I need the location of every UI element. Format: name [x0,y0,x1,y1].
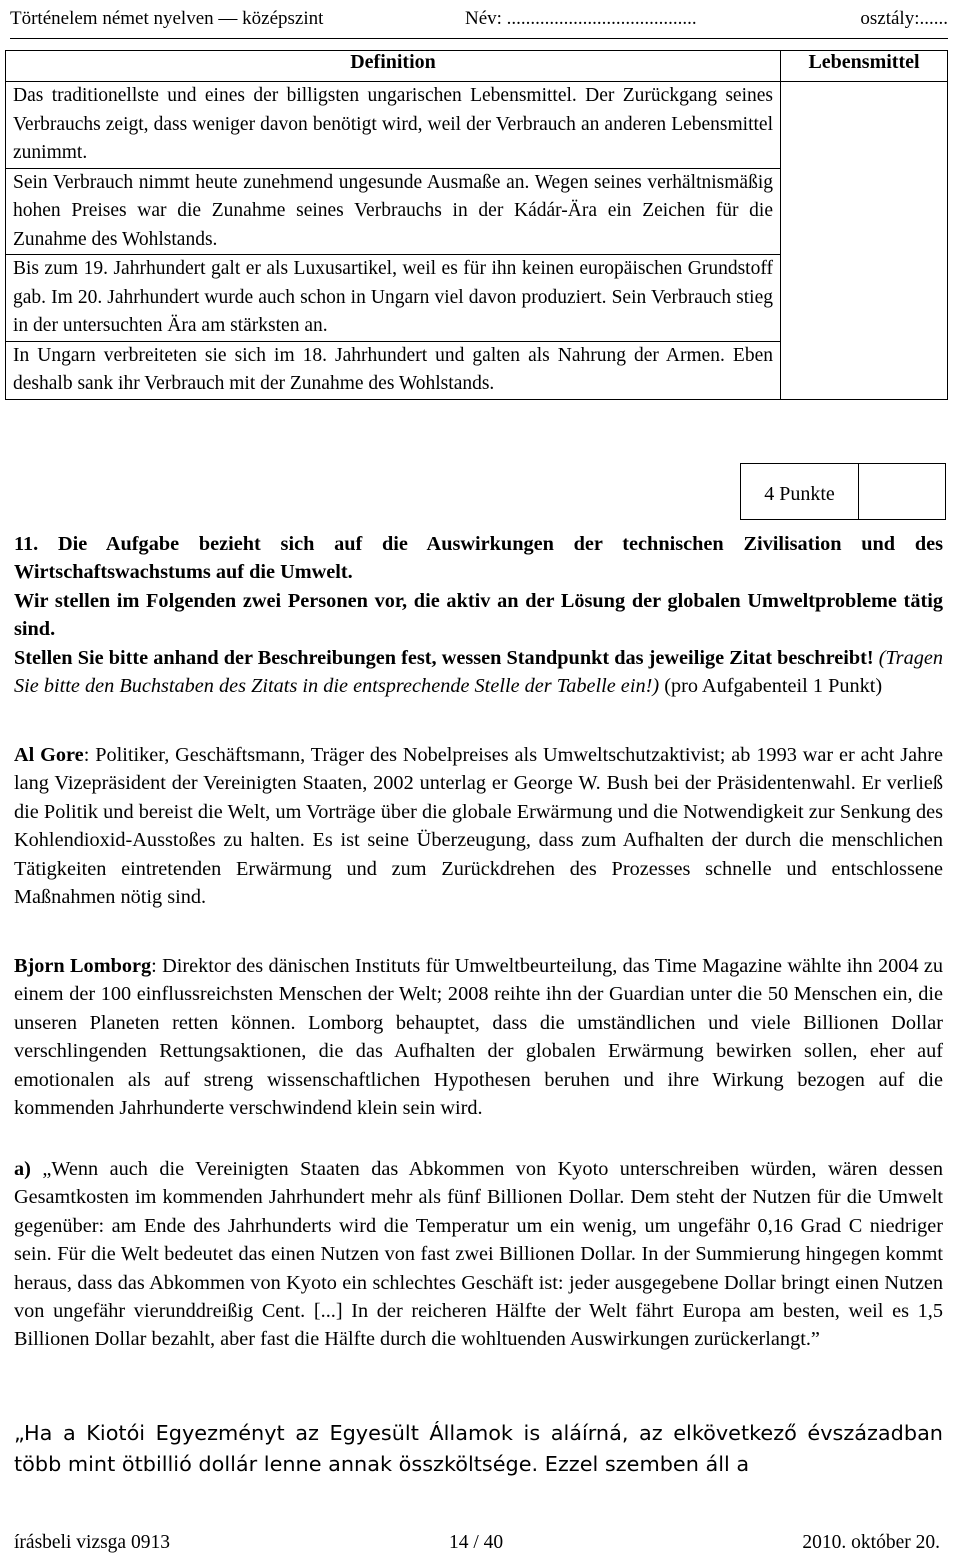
definition-cell: Bis zum 19. Jahrhundert galt er als Luxusartikel, weil es für ihn keinen europäischen Grundstoff gab. Im 20. Jahrhundert wurde auch schon in Ungarn viel davon produziert. Sein Verbrauch stieg in der untersuchten Ära am stärksten an. [6,255,781,342]
footer-exam-code: írásbeli vizsga 0913 [14,1532,170,1553]
answer-cell[interactable] [781,82,948,400]
points-box [740,463,946,520]
gore-name: Al Gore [14,744,84,766]
gore-bio: Al Gore: Politiker, Geschäftsmann, Träger des Nobelpreises als Umweltschutzaktivist; ab 1993 war er acht Jahre lang Vizepräsident der Vereinigten Staaten, 2002 unterlag er George W. Bush bei der Präsidentenwahl. Er verließ die Politik und bereist die Welt, um Vorträge über die globale Erwärmung und die Notwendigkeit zur Senkung des Kohlendioxid-Ausstoßes zu halten. Es ist seine Überzeugung, dass zum Aufhalten der durch die menschlichen Tätigkeiten eintretenden Erwärmung und zum Zurückdrehen des Prozesses schnelle und entschlossene Maßnahmen nötig sind. [14,744,944,909]
task-line-2: Wir stellen im Folgenden zwei Personen vor, die aktiv an der Lösung der globalen Umweltprobleme tätig sind. [14,589,943,641]
points-score-cell[interactable] [859,464,946,520]
definition-cell: Sein Verbrauch nimmt heute zunehmend ungesunde Ausmaße an. Wegen seines verhältnismäßig hohen Preises war die Zunahme seines Verbrauchs in der Kádár-Ära ein Zeichen für die Zunahme des Wohlstands. [6,168,781,255]
definition-cell: Das traditionellste und eines der billigsten ungarischen Lebensmittel. Der Zurückgang seines Verbrauchs zeigt, dass weniger davon benötigt wird, weil der Verbrauch an anderen Lebensmittel zunimmt. [6,82,781,169]
lomborg-bio: Bjorn Lomborg: Direktor des dänischen Instituts für Umweltbeurteilung, das Time Magazine wählte ihn 2004 zu einem der 100 einflussreichsten Menschen der Welt; 2008 reihte ihn der Guardian unter die 50 Menschen ein, die unseren Planeten retten können. Lomborg behauptet, dass die umständlichen und viele Billionen Dollar verschlingenden Rettungsaktionen, die das Aufhalten der globalen Erwärmung bewirken sollen, eher auf emotionalen als auf streng wissenschaftlichen Hypothesen beruhen und ihre Wirkung bezogen auf die kommenden Jahrhunderte verschwindend klein sein wird. [14,955,943,1120]
task-line-3: Stellen Sie bitte anhand der Beschreibungen fest, wessen Standpunkt das jeweilige Zitat beschreibt! (Tragen Sie bitte den Buchstaben des Zitats in die entsprechende Stelle der Tabelle ein!) (pro Aufgabenteil 1 Punkt) [14,646,943,698]
quote-a: a) „Wenn auch die Vereinigten Staaten das Abkommen von Kyoto unterschreiben würden, wären dessen Gesamtkosten im kommenden Jahrhundert mehr als fünf Billionen Dollar. Dem steht der Nutzen für die Umwelt gegenüber: am Ende des Jahrhunderts wird die Temperatur um ein wenig, um ungefähr 0,16 Grad C niedriger sein. Für die Welt bedeutet das einen Nutzen von fast zwei Billionen Dollar. In der Summierung hingegen kommt heraus, dass das Abkommen von Kyoto ein schlechtes Geschäft ist: jeder ausgegebene Dollar bringt einen Nutzen von ungefähr vierunddreißig Cent. [...] In der reicheren Hälfte der Welt fährt Europa am besten, weil es 1,5 Billionen Dollar bezahlt, aber fast die Hälfte durch die wohltuenden Auswirkungen zurückerlangt.” [14,1158,943,1351]
lomborg-name: Bjorn Lomborg [14,955,152,977]
page-header [10,0,948,48]
task-line-1: 11. Die Aufgabe bezieht sich auf die Auswirkungen der technischen Zivilisation und des Wirtschaftswachstums auf die Umwelt. [14,533,943,584]
footer-page-number: 14 / 40 [449,1532,504,1553]
definition-table [5,50,948,400]
task-instructions [14,530,943,700]
column-header-food: Lebensmittel [781,51,948,82]
header-rule [10,38,948,39]
table-row [6,82,948,169]
points-label: 4 Punkte [741,464,859,520]
footer-date: 2010. október 20. [802,1532,940,1553]
header-name-field: Név: ........................................ [465,8,697,29]
header-title: Történelem német nyelven — középszint [10,8,324,29]
quote-hungarian: „Ha a Kiotói Egyezményt az Egyesült Államok is aláírná, az elkövetkező évszázadban több mint ötbillió dollár lenne annak összköltsége. Ezzel szemben áll a [14,1421,943,1476]
definition-cell: In Ungarn verbreiteten sie sich im 18. Jahrhundert und galten als Nahrung der Armen. Eben deshalb sank ihr Verbrauch mit der Zunahme des Wohlstands. [6,341,781,399]
column-header-definition: Definition [6,51,781,82]
header-class-field: osztály:...... [860,8,948,29]
table-header-row [6,51,948,82]
quote-a-label: a) [14,1158,31,1180]
